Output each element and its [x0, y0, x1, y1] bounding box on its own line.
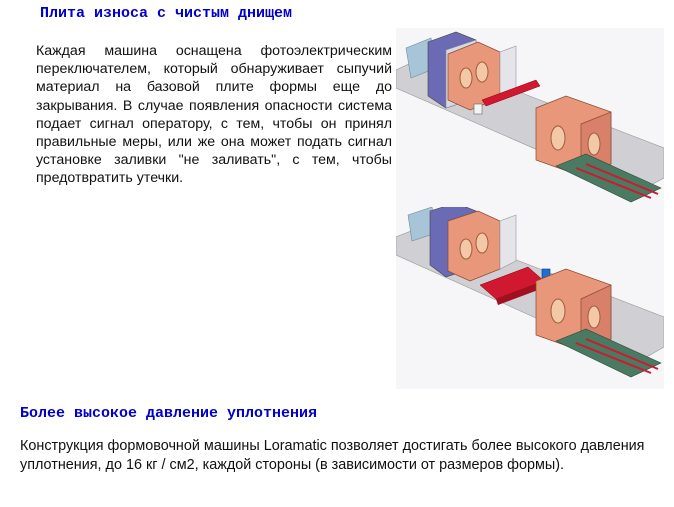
- loramatic-paragraph: Конструкция формовочной машины Loramatic позволяет достигать более высокого давления уплотнения, до 16 кг / см2, каждой стороны (в зависимости от размеров формы).: [20, 438, 645, 473]
- machine-illustration-bottom: [396, 207, 664, 389]
- photoelectric-switch-paragraph: Каждая машина оснащена фотоэлектрическим переключателем, который обнаруживает сыпучий материал на базовой плите формы еще до закрывания. В случае появления опасности система подает сигнал оператору, с тем, чтобы он принял правильные меры, или же она может подать сигнал установке заливки "не заливать", с тем, чтобы предотвратить утечки.: [36, 43, 392, 187]
- section-heading-wear-plate: Плита износа с чистым днищем: [40, 5, 293, 22]
- section-heading-compaction-pressure: Более высокое давление уплотнения: [20, 405, 318, 422]
- machine-illustration-top: [396, 28, 664, 210]
